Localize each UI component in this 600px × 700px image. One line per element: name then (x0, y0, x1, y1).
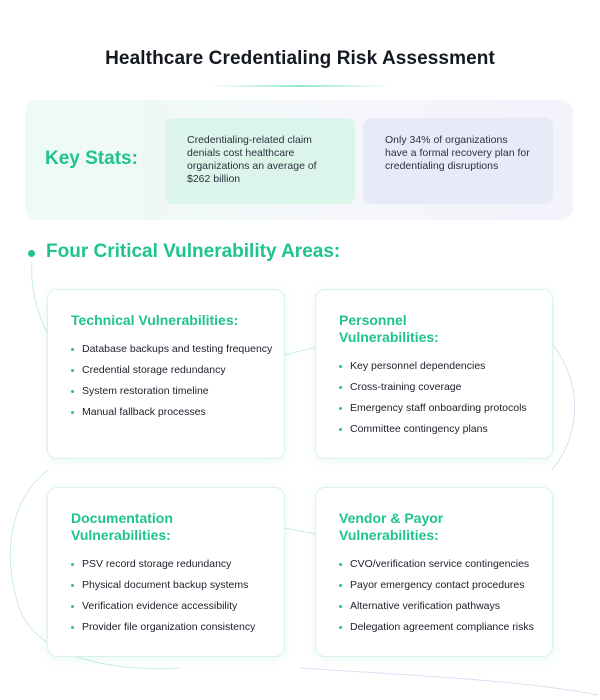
bullet-icon (71, 390, 74, 393)
bullet-icon (71, 411, 74, 414)
list-item (71, 343, 284, 356)
bullet-icon (339, 365, 342, 368)
list-item (339, 360, 552, 373)
list-item-text: Key personnel dependencies (350, 360, 486, 372)
card-list (71, 558, 284, 634)
connector-line-left (32, 262, 48, 335)
card-technical-vulnerabilities (47, 289, 285, 459)
bullet-icon (71, 626, 74, 629)
bullet-icon (339, 584, 342, 587)
list-item-text: PSV record storage redundancy (82, 558, 232, 570)
stat-card-claim-denials: Credentialing-related claim denials cost healthcare organizations an average of $262 billion (165, 118, 355, 204)
connector-line-bottom-middle (285, 528, 316, 534)
bullet-icon (339, 407, 342, 410)
list-item-text: Cross-training coverage (350, 381, 462, 393)
list-item-text: Physical document backup systems (82, 579, 249, 591)
card-personnel-vulnerabilities (315, 289, 553, 459)
list-item (71, 579, 284, 592)
list-item-text: Emergency staff onboarding protocols (350, 402, 527, 414)
bullet-icon (71, 605, 74, 608)
list-item (339, 381, 552, 394)
stat-card-recovery-plan: Only 34% of organizations have a formal recovery plan for credentialing disruptions (363, 118, 553, 204)
list-item (339, 423, 552, 436)
bullet-icon (71, 584, 74, 587)
section-title: Four Critical Vulnerability Areas: (46, 241, 341, 262)
bullet-icon (339, 428, 342, 431)
list-item (71, 406, 284, 419)
list-item-text: Credential storage redundancy (82, 364, 226, 376)
list-item-text: Alternative verification pathways (350, 600, 500, 612)
section-dot (28, 250, 35, 257)
list-item (339, 402, 552, 415)
key-stats-label: Key Stats: (45, 148, 138, 169)
list-item-text: Payor emergency contact procedures (350, 579, 525, 591)
list-item-text: Manual fallback processes (82, 406, 206, 418)
connector-line-top-middle (285, 347, 316, 355)
list-item (339, 600, 552, 613)
card-documentation-vulnerabilities (47, 487, 285, 657)
list-item (339, 579, 552, 592)
list-item (71, 621, 284, 634)
card-title: Documentation Vulnerabilities: (71, 510, 173, 543)
bullet-icon (339, 386, 342, 389)
bullet-icon (339, 626, 342, 629)
card-list (339, 360, 552, 436)
list-item (339, 621, 552, 634)
bullet-icon (339, 563, 342, 566)
list-item-text: CVO/verification service contingencies (350, 558, 530, 570)
card-title: Vendor & Payor Vulnerabilities: (339, 510, 444, 543)
list-item-text: Delegation agreement compliance risks (350, 621, 534, 633)
connector-line-outer-right (552, 345, 575, 470)
bullet-icon (71, 348, 74, 351)
bullet-icon (339, 605, 342, 608)
connector-line-bottom-right (300, 668, 598, 695)
list-item-text: Committee contingency plans (350, 423, 488, 435)
card-list (339, 558, 552, 634)
list-item (71, 364, 284, 377)
list-item (71, 385, 284, 398)
list-item (71, 558, 284, 571)
list-item-text: Verification evidence accessibility (82, 600, 238, 612)
page-title: Healthcare Credentialing Risk Assessment (105, 48, 495, 69)
bullet-icon (71, 369, 74, 372)
card-vendor-payor-vulnerabilities (315, 487, 553, 657)
list-item (71, 600, 284, 613)
list-item-text: System restoration timeline (82, 385, 209, 397)
bullet-icon (71, 563, 74, 566)
list-item (339, 558, 552, 571)
list-item-text: Database backups and testing frequency (82, 343, 273, 355)
card-title: Technical Vulnerabilities: (71, 312, 239, 328)
card-list (71, 343, 284, 419)
list-item-text: Provider file organization consistency (82, 621, 256, 633)
card-title: Personnel Vulnerabilities: (339, 312, 439, 345)
